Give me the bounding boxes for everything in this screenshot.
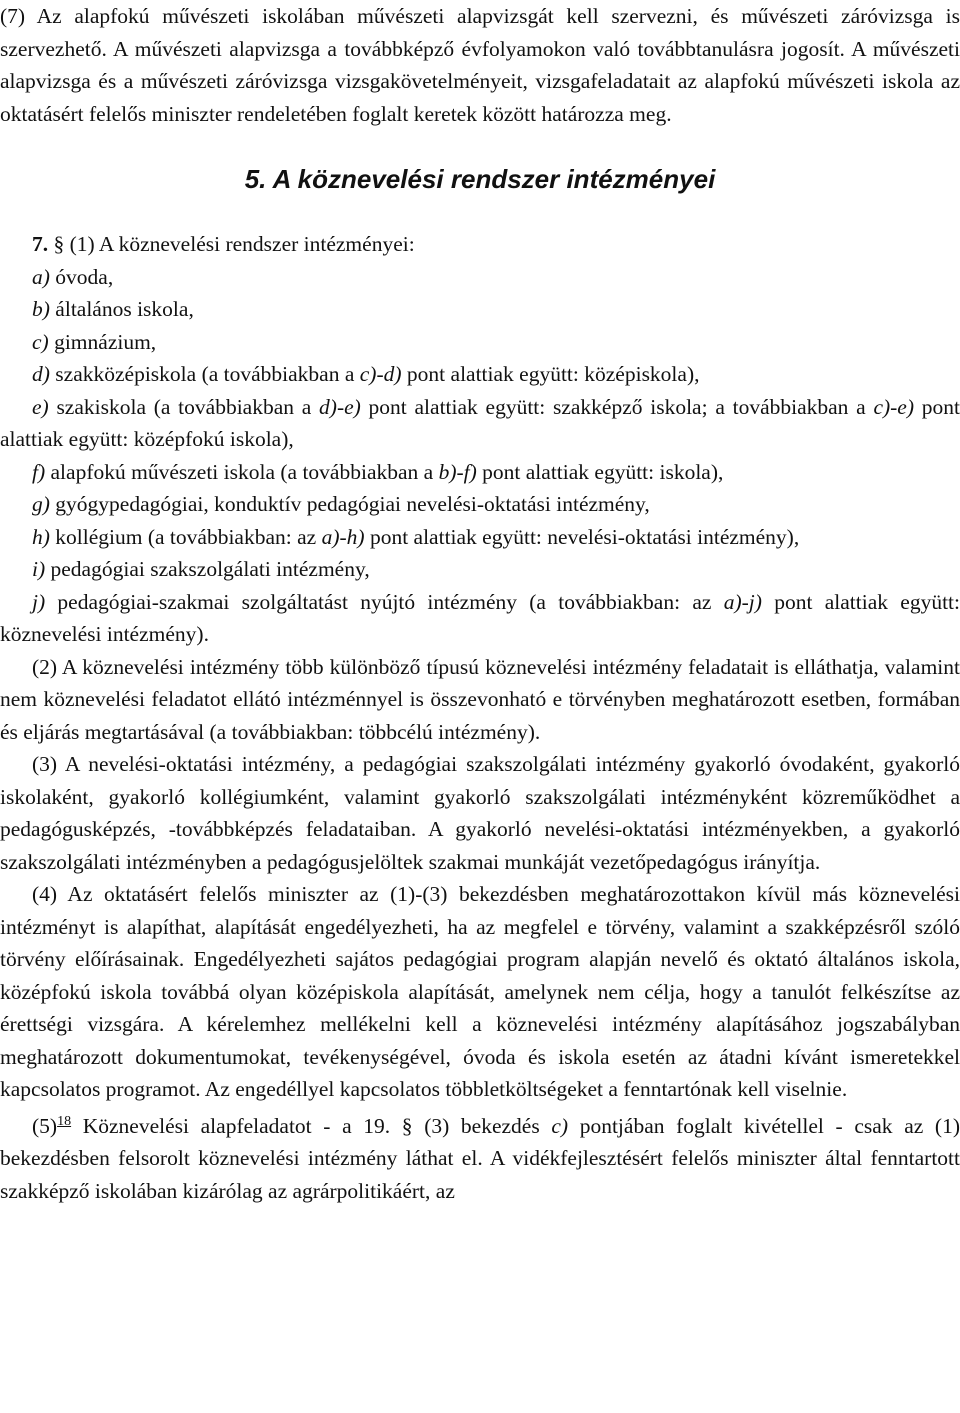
item-letter: g) [32, 492, 50, 516]
item-ref: a)-j) [723, 589, 762, 614]
item-text: pedagógiai szakszolgálati intézmény, [45, 557, 370, 581]
item-letter: f) [32, 459, 46, 484]
paragraph-6-7: (7) Az alapfokú művészeti iskolában művészeti alapvizsgát kell szervezni, és művészeti záróvizsga is szervezhető. A művészeti alapvizsga a továbbképző évfolyamokon való továbbtanulásra jogosít. A művészeti alapvizsga és a művészeti záróvizsga vizsgakövetelményeit, vizsgafeladatait az alapfokú művészeti iskola az oktatásért felelős miniszter rendeletében foglalt keretek között határozza meg. [0, 4, 960, 126]
paragraph-7-3: (3) A nevelési-oktatási intézmény, a pedagógiai szakszolgálati intézmény gyakorló óvodaként, gyakorló iskolaként, gyakorló kollégiumként, valamint gyakorló szakszolgálati intézményként közreműködhet a pedagógusképzés, -továbbképzés feladataiban. A gyakorló nevelési-oktatási intézményekben, a gyakorló szakszolgálati intézményben a pedagógusjelöltek szakmai munkáját vezetőpedagógus irányítja. [0, 752, 960, 874]
item-letter: j) [32, 589, 46, 614]
item-text: szakiskola (a továbbiakban a [48, 394, 320, 419]
item-ref: c)-e) [873, 394, 915, 419]
subsection-number: (5) [32, 1113, 58, 1138]
list-item-b [0, 293, 960, 326]
list-item-f [0, 456, 960, 489]
list-item-e [0, 391, 960, 456]
item-text: pedagógiai-szakmai szolgáltatást nyújtó intézmény (a továbbiakban: az [45, 589, 724, 614]
paragraph-number: 7. [32, 232, 49, 256]
item-text: alapfokú művészeti iskola (a továbbiakban a [45, 459, 439, 484]
item-text: pont alattiak együtt: középiskola), [401, 362, 700, 386]
item-text: gyógypedagógiai, konduktív pedagógiai nevelési-oktatási intézmény, [49, 492, 650, 516]
item-letter: h) [32, 524, 50, 549]
item-text: pont alattiak együtt: középfokú iskola), [0, 394, 960, 451]
list-item-d [0, 358, 960, 391]
item-letter: c) [32, 329, 49, 354]
list-item-h [0, 521, 960, 554]
item-letter: d) [32, 362, 50, 386]
paragraph-text: pontjában foglalt kivétellel - csak az (1) bekezdésben felsorolt köznevelési intézmény láthat el. A vidékfejlesztésért felelős miniszter által fenntartott szakképző iskolában kizárólag az agrárpolitikáért, az [0, 1113, 960, 1203]
item-text: gimnázium, [48, 329, 157, 354]
item-text: általános iskola, [49, 297, 194, 321]
intro-text: (1) A köznevelési rendszer intézményei: [64, 232, 415, 256]
item-letter: a) [32, 264, 50, 289]
list-item-j [0, 586, 960, 651]
section-heading: 5. A köznevelési rendszer intézményei [244, 164, 716, 194]
list-item-g [0, 488, 960, 521]
list-item-i [0, 553, 960, 586]
item-text: pont alattiak együtt: nevelési-oktatási intézmény), [364, 524, 800, 549]
item-letter: i) [32, 557, 46, 581]
item-text: óvoda, [49, 264, 114, 289]
item-text: pont alattiak együtt: köznevelési intézmény). [0, 589, 960, 646]
item-ref: b)-f) [438, 459, 477, 484]
item-ref: c)-d) [359, 362, 402, 386]
item-text: szakközépiskola (a továbbiakban a [49, 362, 360, 386]
paragraph-7-4: (4) Az oktatásért felelős miniszter az (1)-(3) bekezdésben meghatározottakon kívül más köznevelési intézményt is alapíthat, alapítását engedélyezheti, ha az megfelel e törvény, valamint a szakképzésről szóló törvény előírásainak. Engedélyezheti sajátos pedagógiai program alapján nevelő és oktató általános iskola, középfokú iskola továbbá olyan középiskola alapítását, amelynek nem célja, hogy a tanulót felkészítse az érettségi vizsgára. A kérelemhez mellékelni kell a köznevelési intézmény alapításához jogszabályban meghatározott dokumentumokat, tevékenységével, óvoda és iskola esetén az átadni kívánt ismeretekkel kapcsolatos programot. Az engedéllyel kapcsolatos többletköltségeket a fenntartónak kell viselnie. [0, 882, 960, 1101]
item-letter: b) [32, 297, 50, 321]
paragraph-7-1-intro [0, 228, 960, 261]
item-ref: a)-h) [321, 524, 365, 549]
item-ref: d)-e) [319, 394, 361, 419]
paragraph-text: Köznevelési alapfeladatot - a 19. § (3) bekezdés [71, 1113, 552, 1138]
item-text: pont alattiak együtt: szakképző iskola; a továbbiakban a [360, 394, 874, 419]
item-text: kollégium (a továbbiakban: az [49, 524, 322, 549]
item-text: pont alattiak együtt: iskola), [476, 459, 724, 484]
item-letter: e) [32, 394, 49, 419]
section-sign: § [53, 232, 65, 256]
list-item-c [0, 326, 960, 359]
list-item-a [0, 261, 960, 294]
footnote-link[interactable]: 18 [57, 1113, 72, 1129]
paragraph-7-2: (2) A köznevelési intézmény több különböző típusú köznevelési intézmény feladatait is elláthatja, valamint nem köznevelési feladatot ellátó intézménnyel is összevonható e törvényben meghatározott esetben, formában és eljárás megtartásával (a továbbiakban: többcélú intézmény). [0, 654, 960, 744]
item-ref: c) [551, 1113, 569, 1138]
paragraph-7-5 [0, 1106, 960, 1208]
